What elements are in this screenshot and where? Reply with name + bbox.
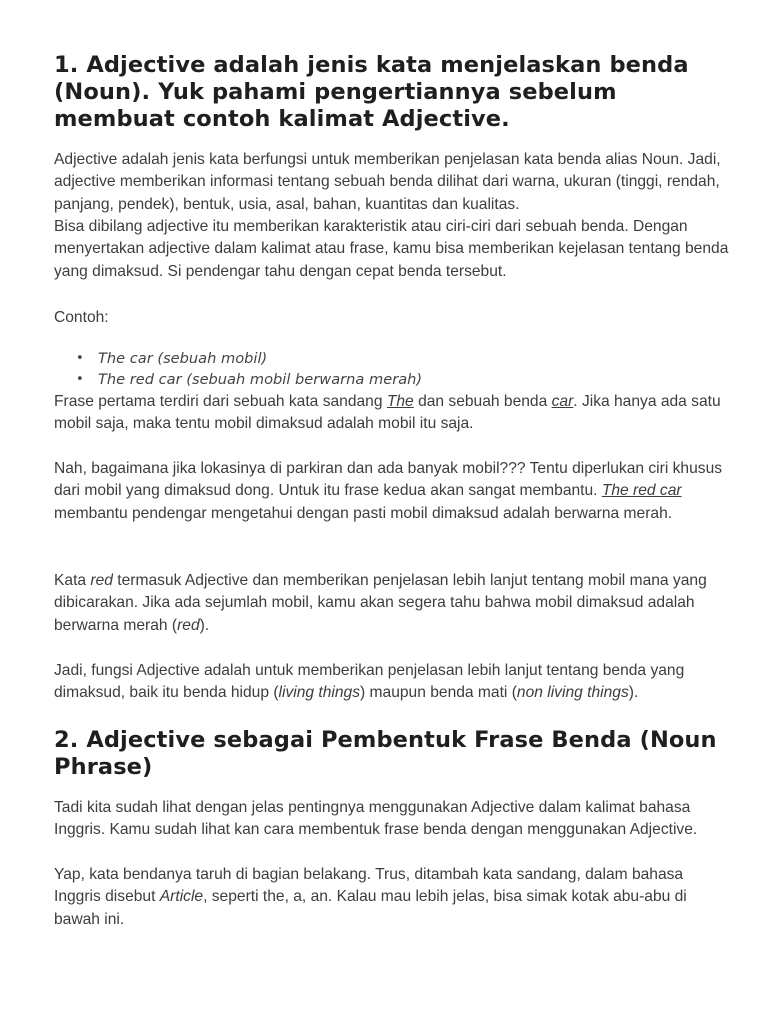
section2-heading: 2. Adjective sebagai Pembentuk Frase Benda (Noun Phrase)	[54, 727, 717, 780]
section2-paragraph-intro: Tadi kita sudah lihat dengan jelas pentingnya menggunakan Adjective dalam kalimat bahasa Inggris. Kamu sudah lihat kan cara membentuk frase benda dengan menggunakan Adjective.	[54, 799, 698, 839]
section1-paragraph-red: Kata red termasuk Adjective dan memberikan penjelasan lebih lanjut tentang mobil mana yang dibicarakan. Jika ada sejumlah mobil, kamu akan segera tahu bahwa mobil dimaksud adalah berwarna merah (red).	[54, 572, 707, 634]
bullet-icon: •	[76, 371, 84, 387]
section2-paragraph-article: Yap, kata bendanya taruh di bagian belakang. Trus, ditambah kata sandang, dalam bahasa Inggris disebut Article, seperti the, a, an. Kalau mau lebih jelas, bisa simak kotak abu-abu di bawah ini.	[54, 866, 687, 928]
term-living-things: living things	[278, 684, 361, 702]
section1-heading: 1. Adjective adalah jenis kata menjelaskan benda (Noun). Yuk pahami pengertiannya sebelum membuat contoh kalimat Adjective.	[54, 52, 689, 132]
phrase-the-red-car: The red car	[601, 482, 682, 500]
section1-paragraph-characteristics: Bisa dibilang adjective itu memberikan karakteristik atau ciri-ciri dari sebuah benda. Dengan menyertakan adjective dalam kalimat atau frase, kamu bisa memberikan kejelasan tentang benda yang dimaksud. Si pendengar tahu dengan cepat benda tersebut.	[54, 218, 729, 280]
bullet-icon: •	[76, 351, 84, 366]
section1-paragraph-definition: Adjective adalah jenis kata berfungsi untuk memberikan penjelasan kata benda alias Noun. Jadi, adjective memberikan informasi tentang sebuah benda dilihat dari warna, ukuran (tinggi, rendah, panjang, pendek), bentuk, usia, asal, bahan, kuantitas dan kualitas.	[54, 151, 721, 213]
word-red: red	[90, 572, 113, 589]
contoh-label: Contoh:	[54, 309, 109, 326]
section1-paragraph-parking: Nah, bagaimana jika lokasinya di parkiran dan ada banyak mobil??? Tentu diperlukan ciri khusus dari mobil yang dimaksud dong. Untuk itu frase kedua akan sangat membantu. The red car membantu pendengar mengetahui dengan pasti mobil dimaksud adalah berwarna merah.	[54, 460, 723, 522]
list-item: • The car (sebuah mobil)	[98, 349, 734, 370]
list-item: • The red car (sebuah mobil berwarna merah)	[98, 370, 734, 391]
word-car: car	[551, 393, 574, 410]
section1-paragraph-function: Jadi, fungsi Adjective adalah untuk memberikan penjelasan lebih lanjut tentang benda yang dimaksud, baik itu benda hidup (living things) maupun benda mati (non living things).	[54, 662, 685, 702]
word-red: red	[177, 616, 200, 634]
example-list	[54, 349, 734, 390]
word-the: The	[386, 393, 414, 410]
section1-paragraph-first-phrase: Frase pertama terdiri dari sebuah kata sandang The dan sebuah benda car. Jika hanya ada satu mobil saja, maka tentu mobil dimaksud adalah mobil itu saja.	[54, 393, 721, 433]
term-non-living-things: non living things	[516, 684, 629, 702]
term-article: Article	[159, 888, 204, 906]
